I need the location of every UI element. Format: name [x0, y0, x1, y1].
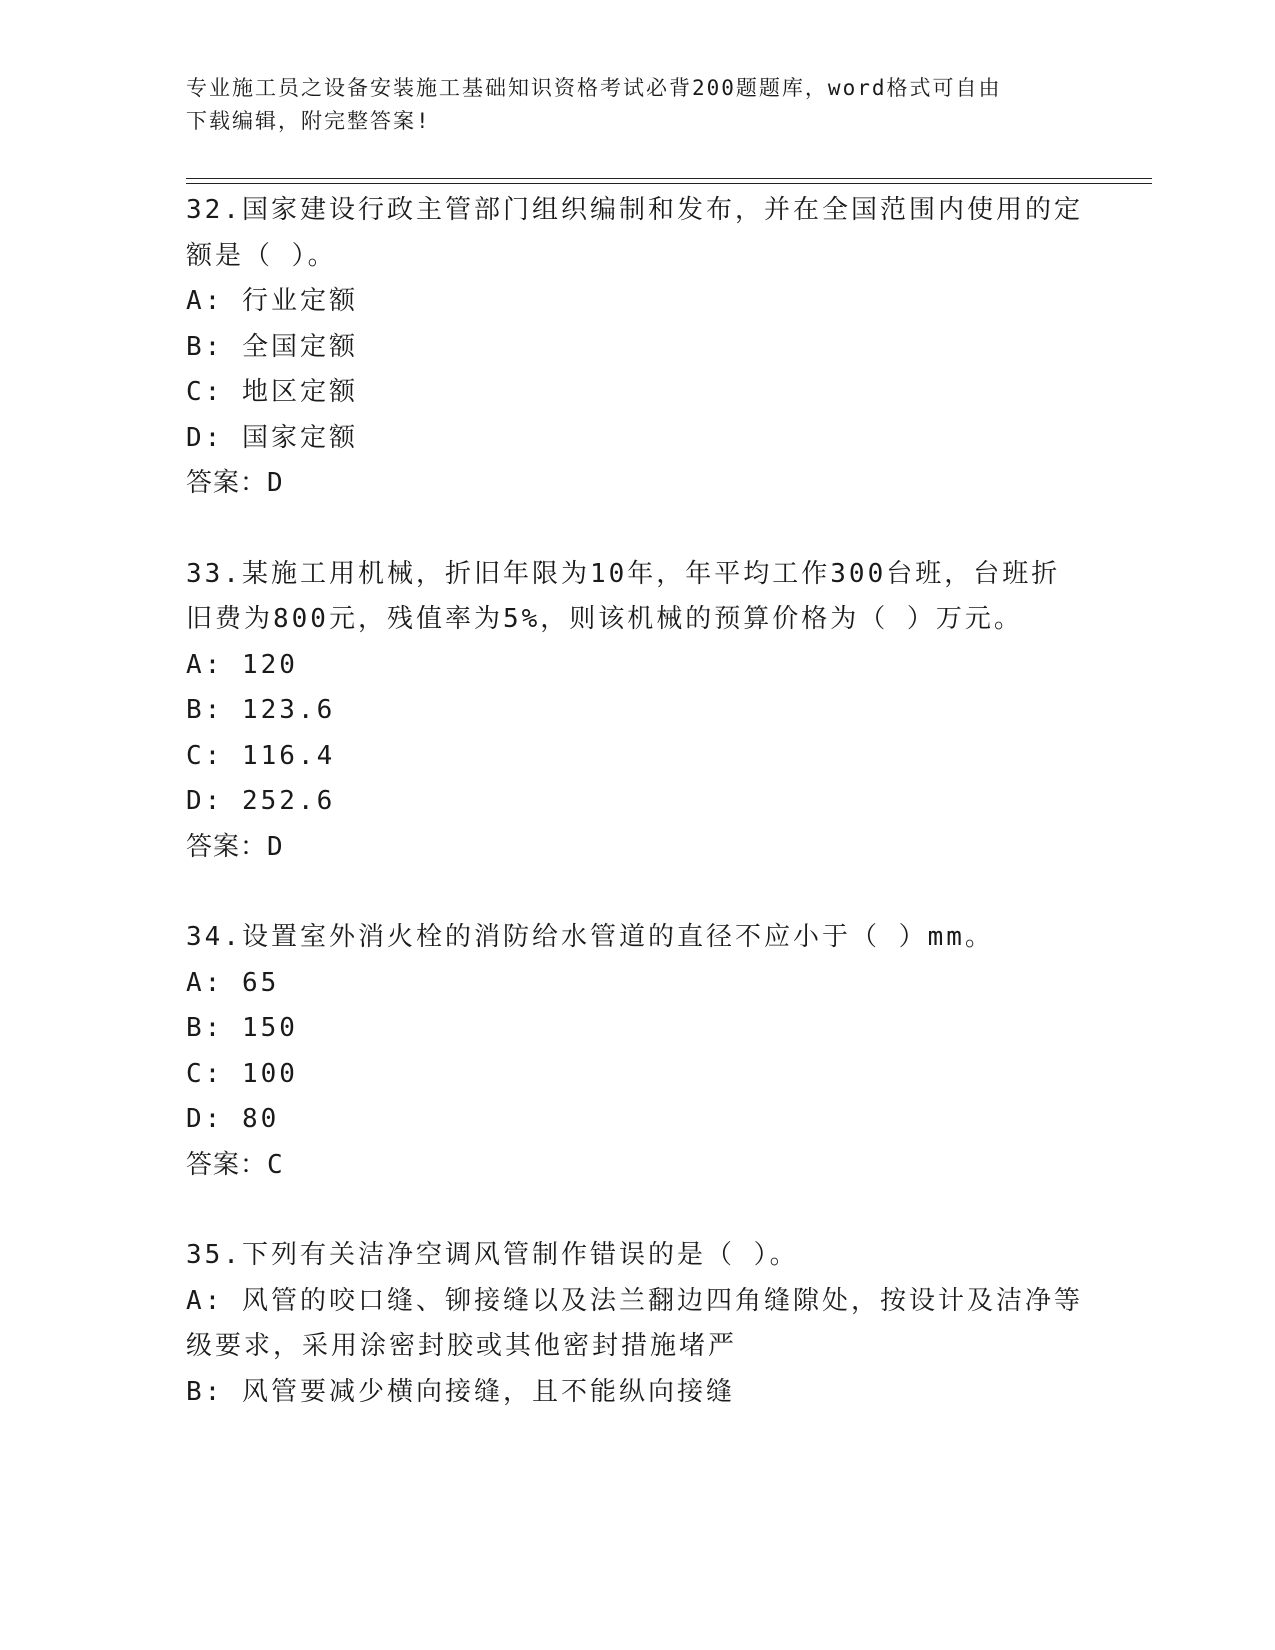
question-stem: 35.下列有关洁净空调风管制作错误的是（ ）。 [186, 1240, 799, 1270]
header-line-1: 专业施工员之设备安装施工基础知识资格考试必背200题题库，word格式可自由 [186, 76, 1002, 100]
option-d: D: 国家定额 [186, 422, 358, 453]
option-a: A: 行业定额 [186, 286, 358, 316]
question-stem: 33.某施工用机械，折旧年限为10年，年平均工作300台班，台班折 [186, 558, 1061, 589]
option-a: A: 65 [186, 967, 280, 998]
header-line-2: 下载编辑，附完整答案! [186, 109, 431, 133]
answer-value: D [267, 468, 284, 498]
question-stem: 额是（ ）。 [186, 240, 337, 271]
answer-value: C [267, 1149, 284, 1180]
answer-label: 答案： [186, 1149, 268, 1180]
question-33 [186, 552, 1086, 871]
option-b: B: 150 [186, 1013, 298, 1043]
option-a-continued: 级要求，采用涂密封胶或其他密封措施堵严 [186, 1331, 738, 1361]
answer-value: D [267, 831, 284, 862]
answer-line [186, 825, 1086, 871]
option-c: C: 116.4 [186, 740, 336, 771]
question-stem: 旧费为800元，残值率为5%，则该机械的预算价格为（ ）万元。 [186, 604, 1023, 634]
answer-label: 答案： [186, 468, 268, 498]
option-d: D: 80 [186, 1104, 280, 1134]
question-list [186, 188, 1086, 1460]
header-rule-top [186, 178, 1152, 179]
option-a: A: 120 [186, 649, 298, 680]
header-rule-bottom [186, 183, 1152, 184]
option-b: B: 全国定额 [186, 331, 358, 362]
question-32 [186, 188, 1086, 507]
question-35 [186, 1233, 1086, 1415]
question-stem: 32.国家建设行政主管部门组织编制和发布，并在全国范围内使用的定 [186, 195, 1083, 225]
answer-label: 答案： [186, 831, 268, 862]
document-header [186, 72, 1086, 138]
option-a: A: 风管的咬口缝、铆接缝以及法兰翻边四角缝隙处，按设计及洁净等 [186, 1285, 1083, 1316]
option-b: B: 风管要减少横向接缝，且不能纵向接缝 [186, 1376, 735, 1407]
answer-line [186, 1143, 1086, 1189]
question-stem: 34.设置室外消火栓的消防给水管道的直径不应小于（ ）mm。 [186, 922, 994, 952]
option-b: B: 123.6 [186, 695, 336, 725]
answer-line [186, 461, 1086, 507]
question-34 [186, 915, 1086, 1188]
option-d: D: 252.6 [186, 786, 336, 816]
option-c: C: 地区定额 [186, 377, 358, 407]
option-c: C: 100 [186, 1058, 298, 1089]
